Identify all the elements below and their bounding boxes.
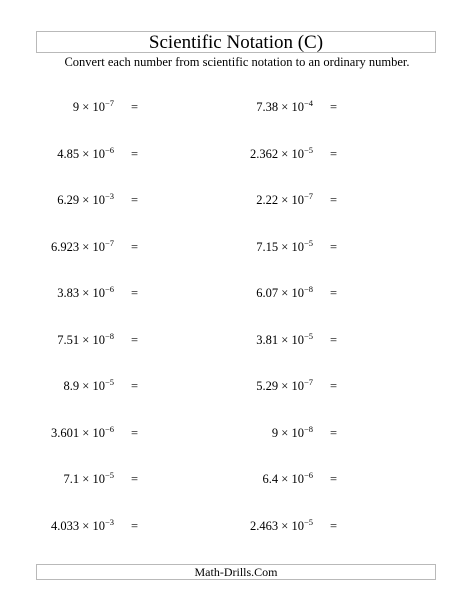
exponent: −3 — [104, 191, 114, 201]
times-symbol: × — [79, 286, 93, 300]
times-symbol: × — [278, 519, 292, 533]
problem-right-5 — [0, 283, 474, 303]
equals-sign: = — [330, 240, 338, 254]
equals-sign: = — [330, 100, 338, 114]
base: 10 — [92, 426, 105, 440]
base: 10 — [291, 286, 304, 300]
exponent: −8 — [303, 284, 313, 294]
times-symbol: × — [278, 286, 292, 300]
equals-sign: = — [330, 286, 338, 300]
coefficient: 6.4 — [262, 472, 279, 486]
equals-sign: = — [131, 100, 139, 114]
instructions: Convert each number from scientific notation to an ordinary number. — [64, 55, 410, 69]
times-symbol: × — [79, 333, 93, 347]
times-symbol: × — [79, 519, 93, 533]
coefficient: 7.38 — [256, 100, 279, 114]
equals-sign: = — [131, 147, 139, 161]
problem-right-2 — [0, 144, 474, 164]
times-symbol: × — [79, 240, 93, 254]
times-symbol: × — [79, 100, 93, 114]
base: 10 — [291, 333, 304, 347]
scientific-expression — [256, 376, 313, 397]
scientific-expression — [256, 237, 313, 258]
coefficient: 7.51 — [57, 333, 80, 347]
coefficient: 4.033 — [51, 519, 80, 533]
times-symbol: × — [79, 426, 93, 440]
base: 10 — [92, 379, 105, 393]
base: 10 — [291, 240, 304, 254]
equals-sign: = — [131, 333, 139, 347]
scientific-expression — [250, 516, 313, 537]
coefficient: 3.81 — [256, 333, 279, 347]
equals-sign: = — [131, 472, 139, 486]
problem-right-8 — [0, 423, 474, 443]
problem-right-7 — [0, 376, 474, 396]
exponent: −5 — [303, 145, 313, 155]
base: 10 — [92, 333, 105, 347]
scientific-expression — [256, 97, 313, 118]
coefficient: 8.9 — [63, 379, 80, 393]
times-symbol: × — [278, 193, 292, 207]
times-symbol: × — [278, 240, 292, 254]
times-symbol: × — [278, 333, 292, 347]
scientific-expression — [256, 190, 313, 211]
coefficient: 6.923 — [51, 240, 80, 254]
times-symbol: × — [278, 426, 292, 440]
exponent: −5 — [104, 470, 114, 480]
base: 10 — [291, 193, 304, 207]
exponent: −7 — [104, 238, 114, 248]
base: 10 — [92, 193, 105, 207]
problem-right-10 — [0, 516, 474, 536]
equals-sign: = — [131, 519, 139, 533]
times-symbol: × — [79, 472, 93, 486]
equals-sign: = — [131, 193, 139, 207]
problem-right-3 — [0, 190, 474, 210]
exponent: −4 — [303, 98, 313, 108]
equals-sign: = — [131, 240, 139, 254]
exponent: −8 — [303, 424, 313, 434]
exponent: −7 — [303, 377, 313, 387]
equals-sign: = — [330, 519, 338, 533]
coefficient: 4.85 — [57, 147, 80, 161]
coefficient: 6.07 — [256, 286, 279, 300]
exponent: −6 — [104, 284, 114, 294]
exponent: −7 — [104, 98, 114, 108]
coefficient: 2.22 — [256, 193, 279, 207]
times-symbol: × — [278, 147, 292, 161]
exponent: −6 — [104, 145, 114, 155]
times-symbol: × — [79, 379, 93, 393]
times-symbol: × — [278, 100, 292, 114]
times-symbol: × — [278, 379, 292, 393]
coefficient: 7.1 — [63, 472, 80, 486]
problem-right-9 — [0, 469, 474, 489]
coefficient: 2.362 — [250, 147, 279, 161]
problem-right-1 — [0, 97, 474, 117]
base: 10 — [92, 100, 105, 114]
footer-credit: Math-Drills.Com — [36, 564, 436, 580]
coefficient: 9 — [271, 426, 279, 440]
scientific-expression — [263, 469, 313, 490]
exponent: −7 — [303, 191, 313, 201]
coefficient: 2.463 — [250, 519, 279, 533]
equals-sign: = — [131, 426, 139, 440]
base: 10 — [291, 100, 304, 114]
scientific-expression — [256, 283, 313, 304]
times-symbol: × — [278, 472, 292, 486]
problem-right-6 — [0, 330, 474, 350]
exponent: −5 — [303, 238, 313, 248]
scientific-expression — [256, 330, 313, 351]
exponent: −6 — [303, 470, 313, 480]
times-symbol: × — [79, 147, 93, 161]
base: 10 — [291, 147, 304, 161]
times-symbol: × — [79, 193, 93, 207]
coefficient: 5.29 — [256, 379, 279, 393]
equals-sign: = — [330, 147, 338, 161]
scientific-expression — [250, 144, 313, 165]
exponent: −5 — [303, 517, 313, 527]
base: 10 — [92, 147, 105, 161]
coefficient: 9 — [72, 100, 80, 114]
base: 10 — [291, 519, 304, 533]
scientific-expression — [272, 423, 313, 444]
exponent: −3 — [104, 517, 114, 527]
base: 10 — [291, 426, 304, 440]
exponent: −5 — [104, 377, 114, 387]
equals-sign: = — [131, 286, 139, 300]
worksheet-title: Scientific Notation (C) — [36, 31, 436, 53]
base: 10 — [92, 240, 105, 254]
base: 10 — [92, 286, 105, 300]
equals-sign: = — [330, 333, 338, 347]
coefficient: 7.15 — [256, 240, 279, 254]
equals-sign: = — [330, 193, 338, 207]
coefficient: 6.29 — [57, 193, 80, 207]
coefficient: 3.601 — [51, 426, 80, 440]
equals-sign: = — [330, 472, 338, 486]
base: 10 — [291, 379, 304, 393]
equals-sign: = — [330, 426, 338, 440]
exponent: −8 — [104, 331, 114, 341]
coefficient: 3.83 — [57, 286, 80, 300]
exponent: −6 — [104, 424, 114, 434]
problem-right-4 — [0, 237, 474, 257]
equals-sign: = — [131, 379, 139, 393]
equals-sign: = — [330, 379, 338, 393]
base: 10 — [92, 472, 105, 486]
exponent: −5 — [303, 331, 313, 341]
base: 10 — [291, 472, 304, 486]
base: 10 — [92, 519, 105, 533]
